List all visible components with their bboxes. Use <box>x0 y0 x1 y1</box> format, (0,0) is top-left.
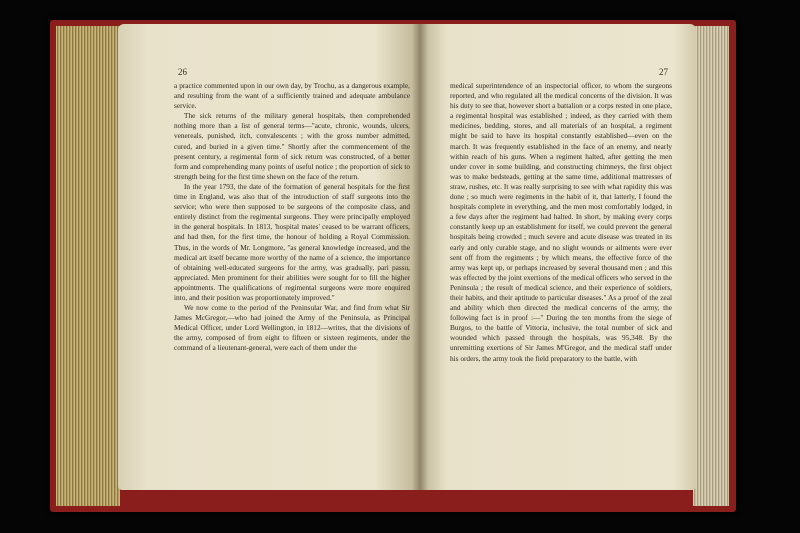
paragraph: The sick returns of the military general hospitals, then comprehended nothing more than a list of general terms—"acute, chronic, wounds, ulcers, venereals, punished, itch, convalescents ; with the gross number admitted, cured, and buried in a given time." Shortly after the commencement of the present century, a regimental form of sick return was constructed, of a better form and comprehending many points of useful notice ; the proportion of sick to strength being for the first time shewn on the face of the return. <box>174 111 410 181</box>
right-page <box>420 24 696 490</box>
paragraph: In the year 1793, the date of the formation of general hospitals for the first time in England, was also that of the introduction of staff surgeons into the service; who were then supposed to be surgeons of the composite class, and entirely distinct from the regimental surgeons. They were principally employed in the general hospitals. In 1813, 'hospital mates' ceased to be warrant officers, and had then, for the first time, the honour of holding a Royal Commission. Thus, in the words of Mr. Longmore, "as general knowledge increased, and the medical art itself became more worthy of the name of a science, the importance of obtaining well-educated surgeons for the army, was gradually, pari passu, appreciated. Men prominent for their abilities were sought for to fill the higher appointments. The qualifications of regimental surgeons were more enquired into, and their position was proportionately improved." <box>174 181 410 302</box>
left-page <box>118 24 420 490</box>
right-page-number: 27 <box>659 67 668 77</box>
page-edges-right <box>693 26 729 506</box>
book-gutter <box>412 24 428 490</box>
left-page-text <box>174 81 410 354</box>
left-page-number: 26 <box>178 67 187 77</box>
right-page-text <box>450 81 672 364</box>
page-edges-left <box>56 26 120 506</box>
paragraph: medical superintendence of an inspectorial officer, to whom the surgeons reported, and who regulated all the medical concerns of the division. It was his duty to see that, however short a battalion or a corps rested in one place, a regimental hospital was established ; indeed, as they carried with them medicines, bedding, stores, and all materials of an hospital, a regiment might be said to have its hospital constantly established—even on the march. It was frequently established in the face of an enemy, and nearly within reach of his guns. When a regiment halted, after getting the men under cover in some building, and constructing chimneys, the first object was to make bedsteads, getting at the same time, additional mattresses of straw, rushes, etc. It was really surprising to see with what rapidity this was done ; so much were regiments in the habit of it, that latterly, I found the hospitals complete in everything, and the men most comfortably lodged, in a few days after the regiment had halted. In short, by making every corps constantly keep up an establishment for itself, we could prevent the general hospitals being crowded ; much severe and acute disease was treated in its early and only curable stage, and no slight wounds or ailments were ever sent off from the regiments ; by which means, the effective force of the army was kept up, or perhaps increased by several thousand men ; and this was effected by the joint exertions of the medical officers who served in the Peninsula ; the result of medical science, and their experience of soldiers, their habits, and their aptitude to particular diseases." As a proof of the zeal and ability which then directed the medical concerns of the army, the following fact is in proof :—" During the ten months from the siege of Burgos, to the battle of Vittoria, inclusive, the total number of sick and wounded which passed through the hospitals, was 95,348. By the unremitting exertions of Sir James M'Gregor, and the medical staff under his orders, the army took the field preparatory to the battle, with <box>450 81 672 363</box>
paragraph: We now come to the period of the Peninsular War, and find from what Sir James McGregor,—who had joined the Army of the Peninsula, as Principal Medical Officer, under Lord Wellington, in 1812—writes, that the divisions of the army, composed of from eight to fifteen or sixteen regiments, under the command of a lieutenant-general, were each of them under the <box>174 303 410 353</box>
paragraph: a practice commented upon in our own day, by Trochu, as a dangerous example, and resulting from the want of a sufficiently trained and adequate ambulance service. <box>174 81 410 111</box>
